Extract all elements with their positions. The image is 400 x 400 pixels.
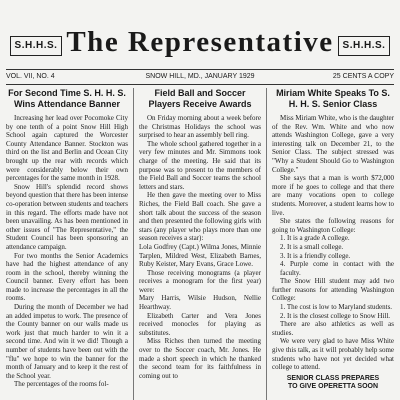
paragraph: Miss Miriam White, who is the daughter of the Rev. Wm. White and who now attends Washington College, gave a very interesting talk on December 21, to the Senior Class. The subject stressed was "Why a Student Should Go to Washington College." bbox=[272, 114, 394, 174]
paragraph: She says that a man is worth $72,000 more if he goes to college and that there are many vocations open to college students. Moreover, a student learns how to live. bbox=[272, 174, 394, 217]
left-ear-box: S.H.H.S. bbox=[10, 36, 62, 56]
paragraph: She states the following reasons for going to Washington College: bbox=[272, 217, 394, 234]
paragraph: Mary Harris, Wilsie Hudson, Nellie Hearthway. bbox=[139, 294, 261, 312]
paragraph: There are also athletics as well as studies. bbox=[272, 320, 394, 337]
subheadline-line: SENIOR CLASS PREPARES bbox=[286, 374, 380, 382]
headline: Field Ball and Soccer Players Receive Awards bbox=[148, 88, 252, 109]
bottom-rule bbox=[6, 84, 394, 85]
column-divider bbox=[133, 88, 134, 400]
paragraph: Those receiving monograms (a player receives a monogram for the first year) were: bbox=[139, 268, 261, 294]
column-divider bbox=[266, 88, 267, 400]
article-miriam-white bbox=[272, 88, 394, 400]
paragraph: He then gave the meeting over to Miss Riches, the Field Ball coach. She gave a short talk about the success of the season and then presented the following girls with stars (any player who plays more than one season receives a star): bbox=[139, 191, 261, 243]
list-item: 2. It is a small college. bbox=[280, 242, 344, 251]
place-date: SNOW HILL, MD., JANUARY 1929 bbox=[145, 73, 255, 80]
dateline bbox=[6, 71, 394, 83]
masthead bbox=[0, 0, 400, 70]
article-field-ball-awards bbox=[139, 88, 261, 400]
article-attendance-banner bbox=[6, 88, 128, 400]
list-item: 4. Purple come in contact with the faculty. bbox=[280, 260, 394, 277]
headline: Miriam White Speaks To S. H. H. S. Senior Class bbox=[276, 88, 390, 109]
top-rule bbox=[6, 69, 394, 70]
paragraph: During the month of December we had an added impetus to work. The presence of the County banner on our walls made us work just that much harder to win it a second time. And win it we did! Though a number of students have been out with the "flu" we hope to win the banner for the month of January and to keep it the rest of the School year. bbox=[6, 303, 128, 380]
list-item: 1. The cost is low to Maryland students. bbox=[280, 303, 393, 312]
headline: For Second Time S. H. H. S. Wins Attendance Banner bbox=[8, 88, 126, 109]
list-item: 2. It is the closest college to Snow Hill. bbox=[280, 311, 391, 320]
right-ear-box: S.H.H.S. bbox=[338, 36, 390, 56]
paragraph: The percentages of the rooms fol- bbox=[14, 380, 109, 389]
paragraph: Lola Godfrey (Capt.) Wilma Jones, Minnie Tarplen, Mildred West, Elizabeth Barnes, Ruby Keister, Mary Evans, Grace Lowe. bbox=[139, 242, 261, 269]
paragraph: Elizabeth Carter and Vera Jones received monocles for playing as substitutes. bbox=[139, 311, 261, 337]
paragraph: For two months the Senior Academics have had the highest attendance of any room in the school, thereby winning the Council banner. Every effort has been made to increase the percentages in all the rooms. bbox=[6, 251, 128, 303]
paragraph: Snow Hill's splendid record shows beyond question that there has been intense co-operation between students and teachers in this regard. The efforts made have not been unavailing. As has been mentioned in other issues of "The Representative," the Student Council has been sponsoring an attendance campaign. bbox=[6, 182, 128, 251]
list-item: 3. It is a friendly college. bbox=[280, 251, 351, 260]
subheadline bbox=[272, 375, 394, 392]
paragraph: Increasing her lead over Pocomoke City by one tenth of a point Snow Hill High School again captured the Worcester County Attendance Banner. Stockton was third on the list and Berlin and Ocean City brought up the rear with records which were considerably below their own percentages for the same month in 1928. bbox=[6, 114, 128, 183]
subheadline-line: TO GIVE OPERETTA SOON bbox=[287, 383, 379, 391]
volume-number: VOL. VII, NO. 4 bbox=[6, 73, 55, 80]
paragraph: We were very glad to have Miss White give this talk, as it will probably help some students who have not yet decided what college to attend. bbox=[272, 337, 394, 372]
newspaper-title: The Representative bbox=[66, 26, 334, 58]
paragraph: The Snow Hill student may add two further reasons for attending Washington College: bbox=[272, 277, 394, 303]
paragraph: The whole school gathered together in a very few minutes and Mr. Simmons took charge of the meeting. He said that its purpose was to present to the members of the Field Ball and Soccer teams the school letters and stars. bbox=[139, 139, 261, 191]
list-item: 1. It is a grade A college. bbox=[280, 234, 350, 243]
paragraph: On Friday morning about a week before the Christmas Holidays the school was surprised to hear an assembly bell ring. bbox=[139, 114, 261, 140]
paragraph: Miss Riches then turned the meeting over to the Soccer coach, Mr. Jones. He made a short speech in which he thanked the second team for its faithfulness in coming out to bbox=[139, 337, 261, 380]
price: 25 CENTS A COPY bbox=[332, 73, 394, 80]
